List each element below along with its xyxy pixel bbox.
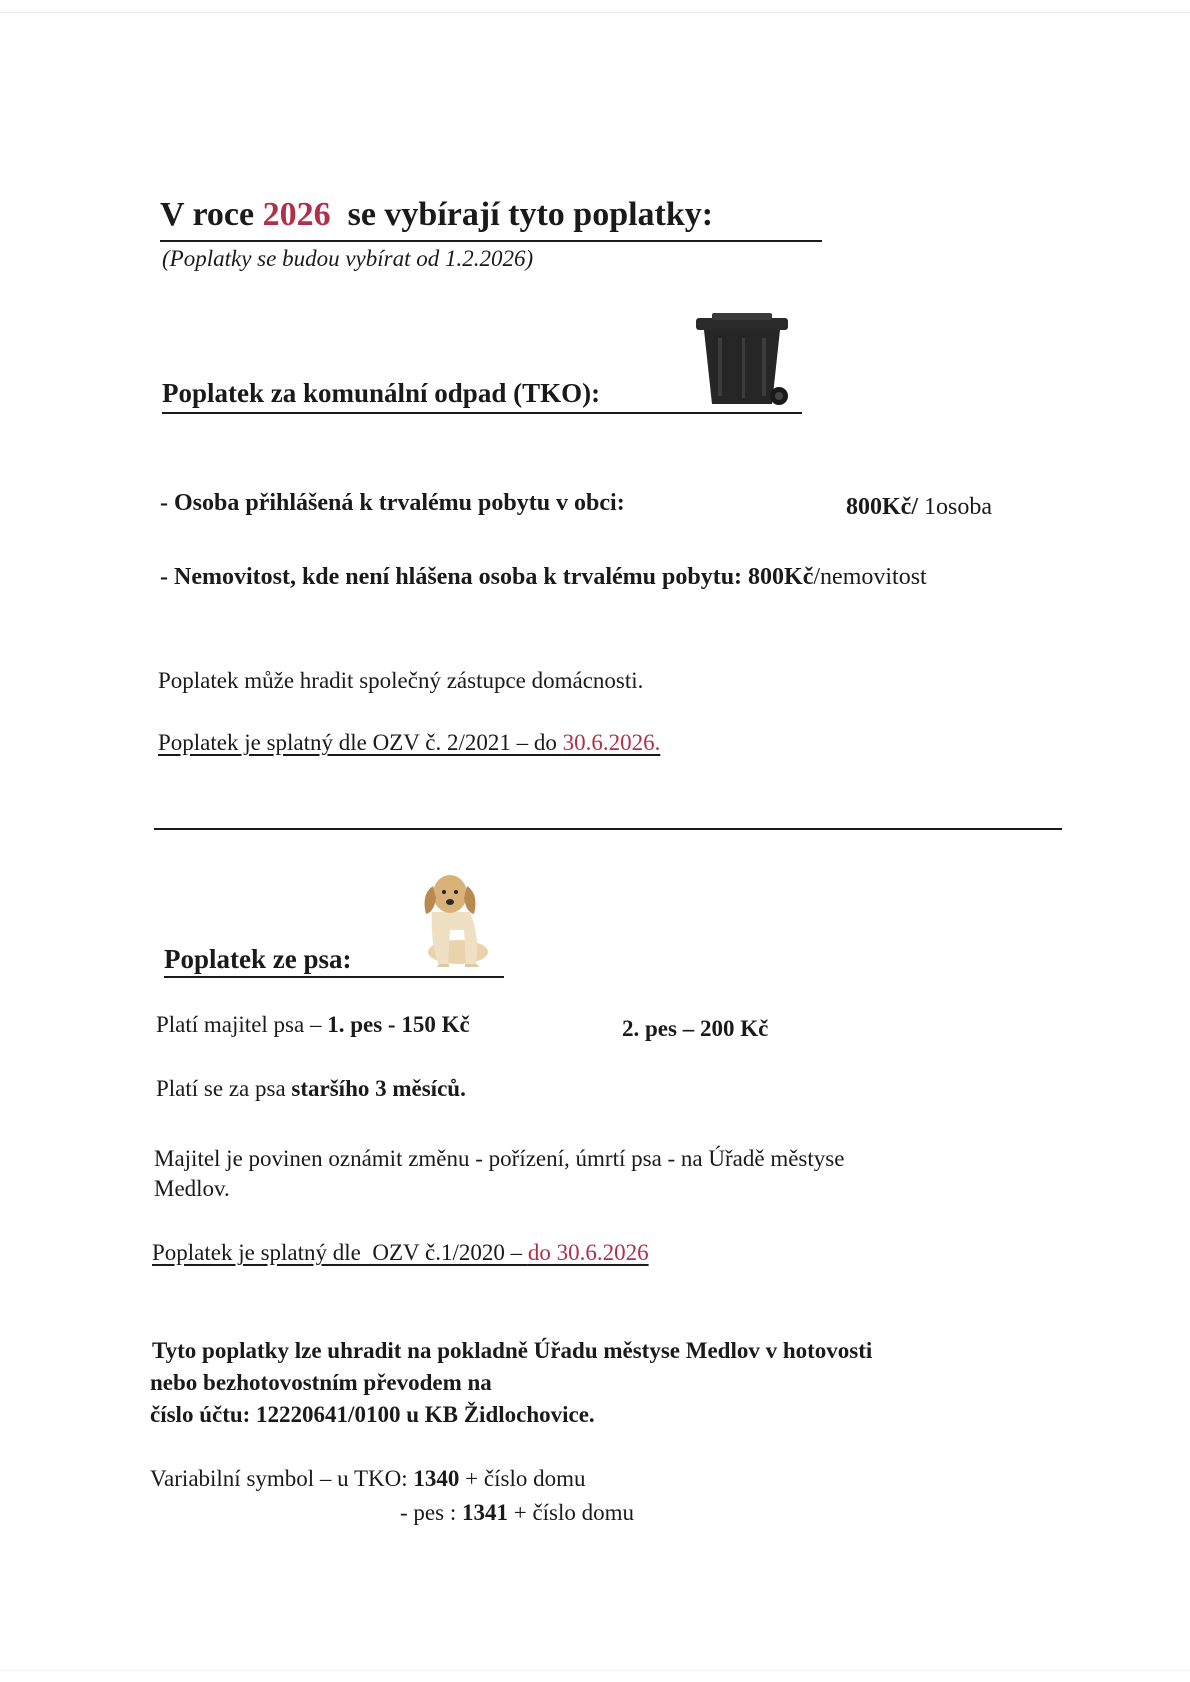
page-subtitle: (Poplatky se budou vybírat od 1.2.2026)	[162, 246, 534, 271]
dog-second-price: 2. pes – 200 Kč	[622, 1016, 769, 1041]
dog-icon	[406, 868, 498, 968]
title-suffix: se vybírají tyto poplatky:	[330, 196, 714, 233]
waste-person-label: - Osoba přihlášená k trvalému pobytu v obci:	[160, 490, 625, 516]
dog-owner-row: Platí majitel psa – 1. pes - 150 Kč	[156, 1012, 470, 1037]
waste-due: Poplatek je splatný dle OZV č. 2/2021 – do 30.6.2026.	[158, 730, 661, 755]
variable-symbol-dog: - pes : 1341 + číslo domu	[400, 1500, 635, 1525]
waste-heading-underline	[162, 412, 802, 414]
title-prefix: V roce	[160, 196, 263, 233]
section-divider	[154, 828, 1062, 830]
waste-person-price: 800Kč/ 1osoba	[846, 494, 992, 520]
payment-line2: nebo bezhotovostním převodem na	[150, 1370, 492, 1395]
waste-property-row: - Nemovitost, kde není hlášena osoba k trvalému pobytu: 800Kč/nemovitost	[160, 564, 927, 590]
payment-account: číslo účtu: 12220641/0100 u KB Židlochovice.	[150, 1402, 595, 1427]
variable-symbol-tko: Variabilní symbol – u TKO: 1340 + číslo domu	[150, 1466, 586, 1491]
waste-bin-icon	[692, 312, 792, 412]
scan-edge-bottom	[0, 1670, 1190, 1671]
dog-heading-underline	[164, 976, 504, 978]
dog-notify-line2: Medlov.	[154, 1176, 230, 1201]
waste-heading: Poplatek za komunální odpad (TKO):	[162, 378, 601, 408]
title-year: 2026	[262, 196, 331, 233]
dog-age-row: Platí se za psa staršího 3 měsíců.	[156, 1076, 466, 1101]
page-title	[160, 196, 713, 234]
dog-heading: Poplatek ze psa:	[164, 944, 352, 974]
dog-due: Poplatek je splatný dle OZV č.1/2020 – do 30.6.2026	[152, 1240, 649, 1265]
title-underline	[160, 240, 822, 242]
dog-notify-line1: Majitel je povinen oznámit změnu - pořízení, úmrtí psa - na Úřadě městyse	[154, 1146, 845, 1171]
scan-edge-top	[0, 12, 1190, 13]
waste-note: Poplatek může hradit společný zástupce domácnosti.	[158, 668, 644, 693]
payment-line1: Tyto poplatky lze uhradit na pokladně Úřadu městyse Medlov v hotovosti	[152, 1338, 873, 1363]
